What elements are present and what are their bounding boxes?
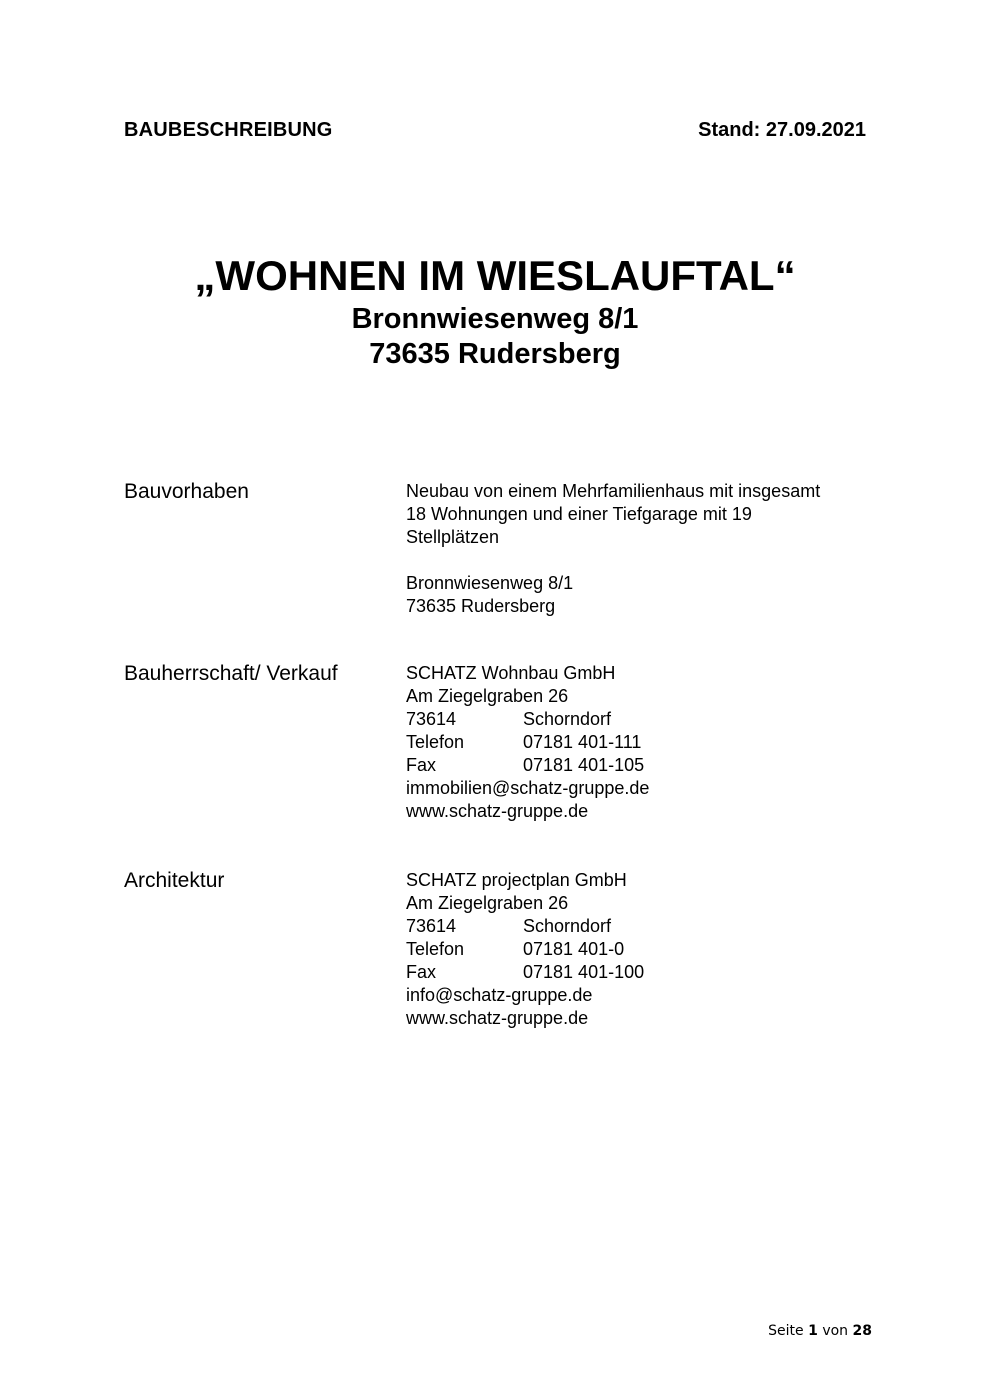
fax-number: 07181 401-100 [523,962,645,982]
title-block [0,250,990,372]
fax-number: 07181 401-105 [523,755,645,775]
phone-number: 07181 401-111 [523,732,642,752]
phone-row [406,731,886,754]
description-line: Neubau von einem Mehrfamilienhaus mit insgesamt [406,481,821,501]
section-label: Bauherrschaft/ Verkauf [124,662,338,685]
phone-number: 07181 401-0 [523,939,625,959]
website: www.schatz-gruppe.de [406,801,589,821]
section-content [406,662,886,823]
company-street: Am Ziegelgraben 26 [406,686,569,706]
section-label: Architektur [124,869,225,892]
page-number [768,1323,872,1339]
website: www.schatz-gruppe.de [406,1008,589,1028]
page-prefix: Seite [768,1323,804,1339]
company-street: Am Ziegelgraben 26 [406,893,569,913]
description-line: 18 Wohnungen und einer Tiefgarage mit 19 [406,504,752,524]
section-label: Bauvorhaben [124,480,249,503]
phone-row [406,938,886,961]
section-content [406,869,886,1030]
email-address: immobilien@schatz-gruppe.de [406,778,650,798]
current-page: 1 [808,1323,818,1339]
description-line: Stellplätzen [406,527,500,547]
email-address: info@schatz-gruppe.de [406,985,593,1005]
company-zip-city [406,915,886,938]
project-city: 73635 Rudersberg [369,338,621,370]
fax-row [406,961,886,984]
fax-row [406,754,886,777]
document-type-heading: BAUBESCHREIBUNG [124,119,333,141]
company-name: SCHATZ Wohnbau GmbH [406,663,616,683]
fax-label: Fax [406,755,437,775]
document-date: Stand: 27.09.2021 [698,119,866,141]
city: Schorndorf [523,916,612,936]
section-content [406,480,886,618]
company-name: SCHATZ projectplan GmbH [406,870,627,890]
project-title: „WOHNEN IM WIESLAUFTAL“ [194,252,796,299]
total-pages: 28 [852,1323,872,1339]
page-middle: von [822,1323,849,1339]
phone-label: Telefon [406,732,465,752]
phone-label: Telefon [406,939,465,959]
zip: 73614 [406,916,457,936]
address-street: Bronnwiesenweg 8/1 [406,573,574,593]
zip: 73614 [406,709,457,729]
company-zip-city [406,708,886,731]
address-city: 73635 Rudersberg [406,596,556,616]
fax-label: Fax [406,962,437,982]
city: Schorndorf [523,709,612,729]
project-street: Bronnwiesenweg 8/1 [351,303,639,335]
